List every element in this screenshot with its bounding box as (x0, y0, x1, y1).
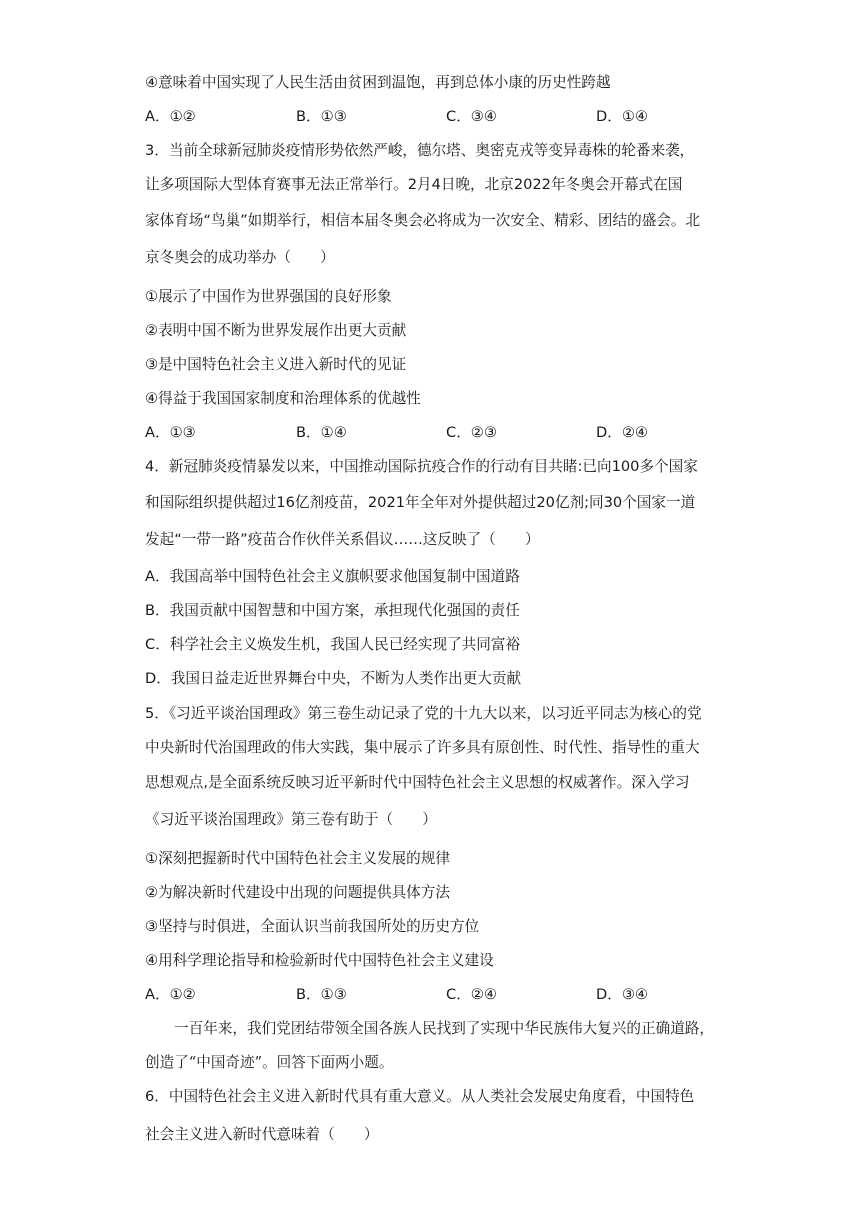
q2-answer-d: D．①④ (596, 108, 648, 125)
q3-stem-line: 家体育场“鸟巢”如期举行，相信本届冬奥会必将成为一次安全、精彩、团结的盛会。北 (145, 212, 701, 229)
material-line: 一百年来，我们党团结带领全国各族人民找到了实现中华民族伟大复兴的正确道路， (174, 1020, 714, 1037)
q5-option-2: ②为解决新时代建设中出现的问题提供具体方法 (145, 884, 450, 901)
q5-stem-line: 中央新时代治国理政的伟大实践，集中展示了许多具有原创性、时代性、指导性的重大 (145, 739, 700, 756)
q4-choice-c: C．科学社会主义焕发生机，我国人民已经实现了共同富裕 (145, 636, 521, 653)
q3-stem-line: 让多项国际大型体育赛事无法正常举行。2月4日晚，北京2022年冬奥会开幕式在国 (145, 176, 683, 193)
q3-option-2: ②表明中国不断为世界发展作出更大贡献 (145, 322, 407, 339)
q3-stem-line: 京冬奥会的成功举办（ ） (145, 249, 335, 266)
q4-stem-line: 4．新冠肺炎疫情暴发以来，中国推动国际抗疫合作的行动有目共睹:已向100多个国家 (145, 458, 698, 475)
q5-stem-line: 5．《习近平谈治国理政》第三卷生动记录了党的十九大以来，以习近平同志为核心的党 (145, 705, 702, 722)
q3-stem-line: 3．当前全球新冠肺炎疫情形势依然严峻，德尔塔、奥密克戎等变异毒株的轮番来袭， (145, 142, 695, 159)
q6-stem-line: 社会主义进入新时代意味着（ ） (145, 1126, 379, 1143)
q5-answer-c: C．②④ (446, 986, 497, 1003)
q5-answer-b: B．①③ (296, 986, 347, 1003)
q5-stem-line: 思想观点,是全面系统反映习近平新时代中国特色社会主义思想的权威著作。深入学习 (145, 774, 690, 791)
material-line: 创造了“中国奇迹”。回答下面两小题。 (145, 1054, 394, 1071)
q4-choice-d: D．我国日益走近世界舞台中央，不断为人类作出更大贡献 (145, 670, 522, 687)
q3-answer-b: B．①④ (296, 424, 347, 441)
q3-option-1: ①展示了中国作为世界强国的良好形象 (145, 288, 392, 305)
q4-choice-a: A．我国高举中国特色社会主义旗帜要求他国复制中国道路 (145, 568, 520, 585)
q5-stem-line: 《习近平谈治国理政》第三卷有助于（ ） (145, 811, 437, 828)
q5-answer-a: A．①② (145, 986, 196, 1003)
q5-option-4: ④用科学理论指导和检验新时代中国特色社会主义建设 (145, 952, 494, 969)
q2-answer-b: B．①③ (296, 108, 347, 125)
q4-stem-line: 和国际组织提供超过16亿剂疫苗，2021年全年对外提供超过20亿剂;同30个国家一道 (145, 494, 696, 511)
q6-stem-line: 6．中国特色社会主义进入新时代具有重大意义。从人类社会发展史角度看，中国特色 (145, 1088, 695, 1105)
q5-answer-d: D．③④ (596, 986, 648, 1003)
q3-answer-d: D．②④ (596, 424, 648, 441)
q4-choice-b: B．我国贡献中国智慧和中国方案，承担现代化强国的责任 (145, 602, 520, 619)
q2-answer-c: C．③④ (446, 108, 497, 125)
q3-answer-a: A．①③ (145, 424, 196, 441)
q5-option-3: ③坚持与时俱进，全面认识当前我国所处的历史方位 (145, 918, 480, 935)
q3-option-4: ④得益于我国国家制度和治理体系的优越性 (145, 390, 421, 407)
q3-answer-c: C．②③ (446, 424, 497, 441)
q3-option-3: ③是中国特色社会主义进入新时代的见证 (145, 356, 407, 373)
q5-option-1: ①深刻把握新时代中国特色社会主义发展的规律 (145, 850, 450, 867)
q2-option-4: ④意味着中国实现了人民生活由贫困到温饱，再到总体小康的历史性跨越 (145, 74, 611, 91)
q4-stem-line: 发起“一带一路”疫苗合作伙伴关系倡议……这反映了（ ） (145, 531, 540, 548)
q2-answer-a: A．①② (145, 108, 196, 125)
